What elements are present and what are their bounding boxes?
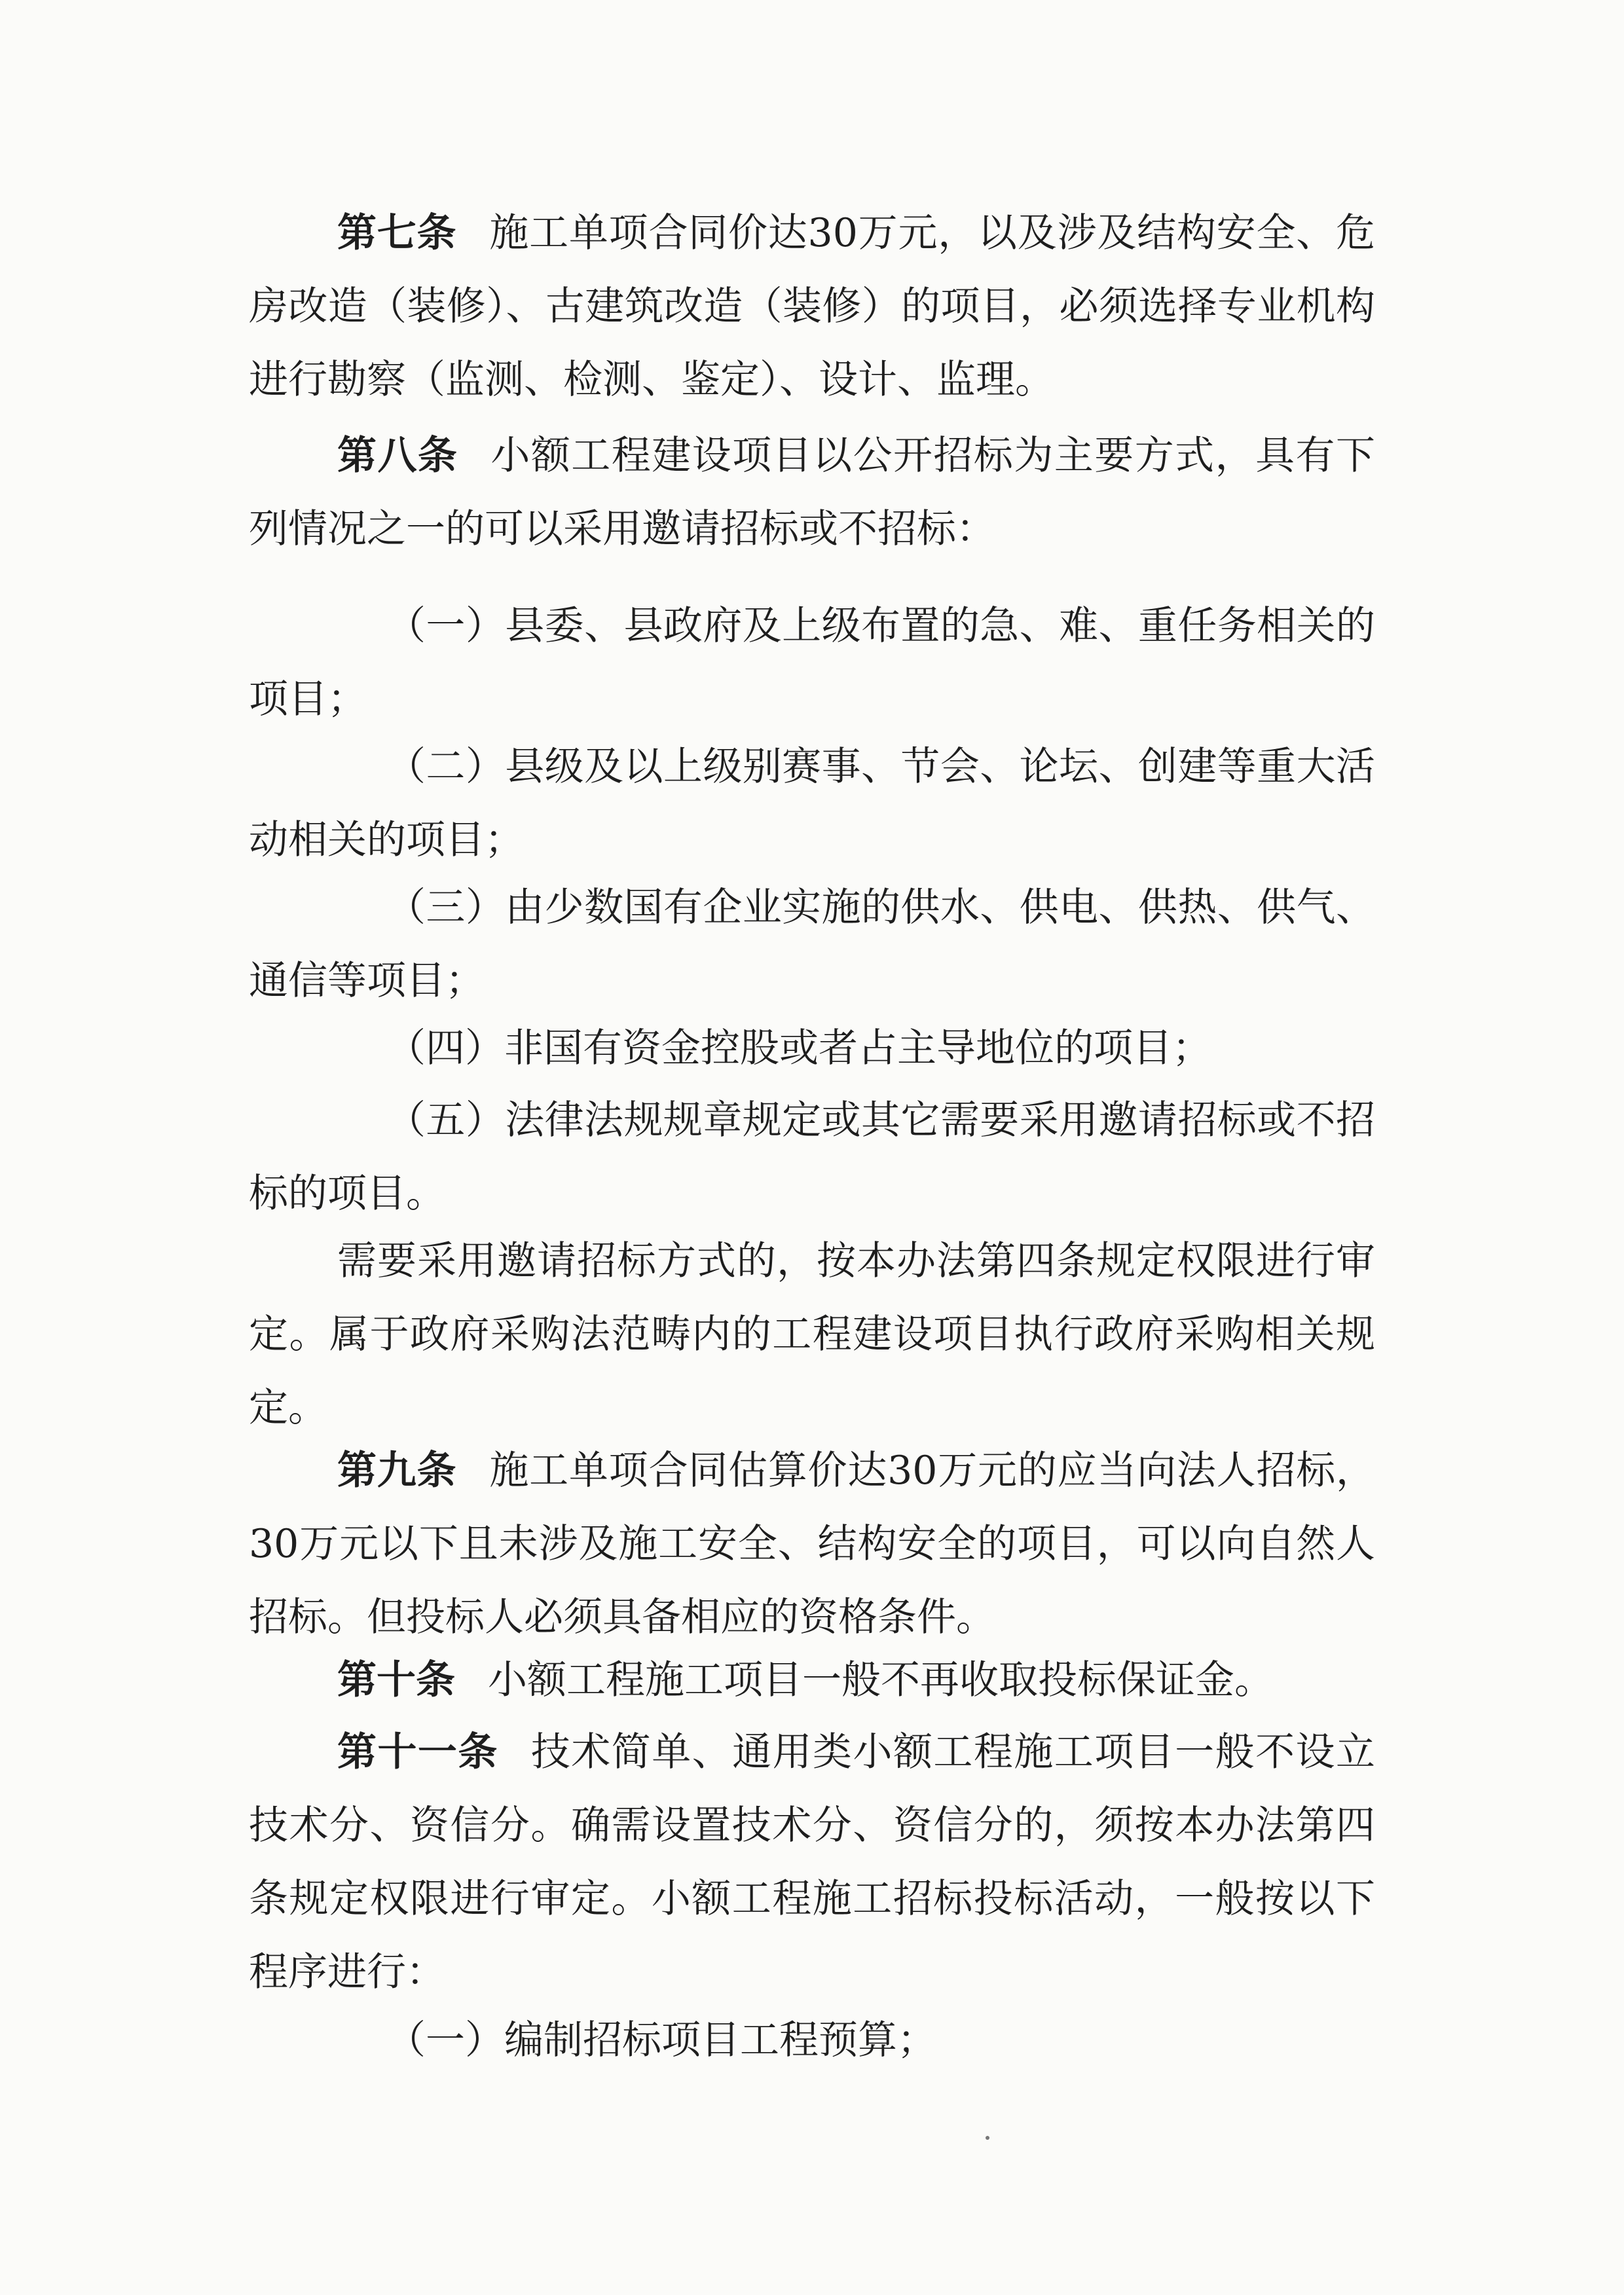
article-10-text: 小额工程施工项目一般不再收取投标保证金。	[488, 1657, 1274, 1703]
article-7	[249, 196, 1375, 416]
article-9-heading: 第九条	[337, 1448, 457, 1494]
article-8	[249, 419, 1375, 566]
article-8-item-3: （三）由少数国有企业实施的供水、供电、供热、供气、通信等项目；	[249, 885, 1375, 1004]
article-11-text: 技术简单、通用类小额工程施工项目一般不设立技术分、资信分。确需设置技术分、资信分的，须按本办法第四条规定权限进行审定。小额工程施工招标投标活动，一般按以下程序进行：	[249, 1729, 1376, 1995]
article-8-item-4: （四）非国有资金控股或者占主导地位的项目；	[386, 1025, 1211, 1071]
article-8-heading: 第八条	[337, 433, 458, 479]
article-10	[249, 1643, 1375, 1717]
article-8-text: 小额工程建设项目以公开招标为主要方式，具有下列情况之一的可以采用邀请招标或不招标：	[249, 433, 1375, 552]
article-11-item-1: （一）编制招标项目工程预算；	[386, 2017, 936, 2063]
article-7-text: 施工单项合同价达30万元，以及涉及结构安全、危房改造（装修）、古建筑改造（装修）的项目，必须选择专业机构进行勘察（监测、检测、鉴定）、设计、监理。	[249, 210, 1376, 403]
article-10-heading: 第十条	[337, 1657, 455, 1703]
article-11	[249, 1716, 1375, 2009]
article-9	[249, 1434, 1375, 1654]
article-11-heading: 第十一条	[337, 1729, 498, 1775]
article-8-item-1: （一）县委、县政府及上级布置的急、难、重任务相关的项目；	[249, 603, 1375, 722]
article-8-item-2: （二）县级及以上级别赛事、节会、论坛、创建等重大活动相关的项目；	[249, 744, 1375, 863]
article-9-text: 施工单项合同估算价达30万元的应当向法人招标，30万元以下且未涉及施工安全、结构安全的项目，可以向自然人招标。但投标人必须具备相应的资格条件。	[249, 1448, 1376, 1640]
article-8-closing: 需要采用邀请招标方式的，按本办法第四条规定权限进行审定。属于政府采购法范畴内的工程建设项目执行政府采购相关规定。	[249, 1238, 1375, 1431]
article-7-heading: 第七条	[337, 210, 457, 256]
scan-speck	[986, 2136, 989, 2140]
article-8-item-5: （五）法律法规规章规定或其它需要采用邀请招标或不招标的项目。	[249, 1097, 1375, 1217]
